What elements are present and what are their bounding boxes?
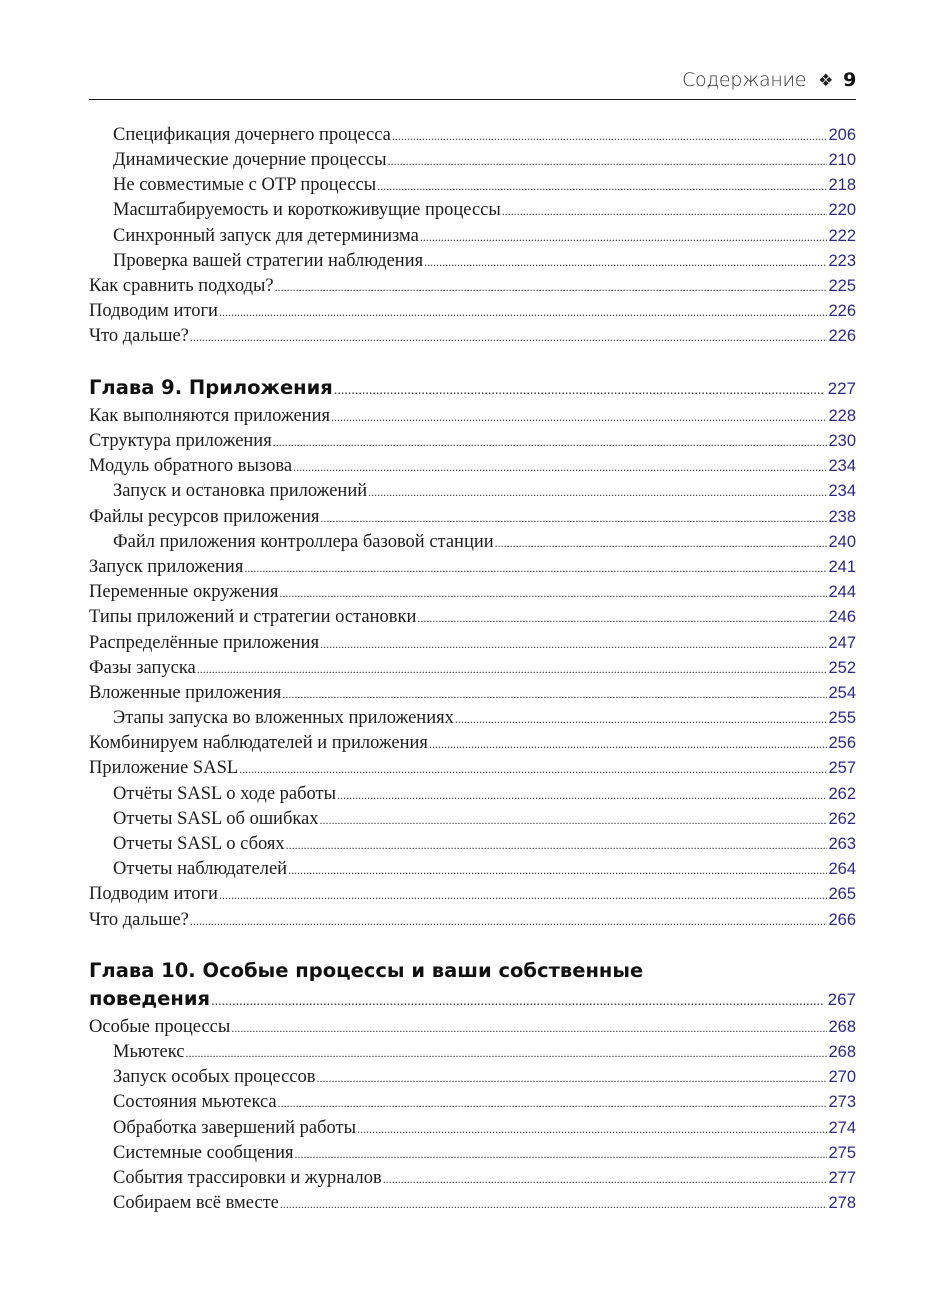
toc-entry-page: 277 (828, 1169, 856, 1187)
dot-leader (231, 1015, 827, 1041)
dot-leader (331, 404, 827, 430)
toc-entry-page: 278 (828, 1194, 856, 1212)
toc-entry[interactable] (113, 198, 856, 223)
toc-entry-page: 210 (828, 151, 856, 169)
toc-entry[interactable] (89, 505, 856, 530)
dot-leader (190, 324, 828, 350)
toc-entry-title: Запуск приложения (89, 557, 244, 577)
toc-entry-title: Отчеты наблюдателей (113, 859, 288, 879)
toc-entry[interactable] (89, 274, 856, 299)
toc-entry-title: Что дальше? (89, 326, 189, 346)
toc-entry-page: 262 (828, 810, 856, 828)
toc-entry-page: 220 (828, 201, 856, 219)
toc-entry[interactable] (89, 454, 856, 479)
toc-entry-page: 222 (828, 227, 856, 245)
running-head-text (682, 69, 856, 91)
toc-entry-title: Комбинируем наблюдателей и приложения (89, 733, 428, 753)
toc-entry[interactable] (113, 1191, 856, 1216)
toc-entry-page: 255 (828, 709, 856, 727)
dot-leader (316, 1065, 827, 1091)
page-number: 9 (843, 69, 856, 91)
dot-leader (424, 249, 827, 275)
toc-entry-page: 274 (828, 1119, 856, 1137)
toc-entry-title: Системные сообщения (113, 1143, 294, 1163)
toc-entry-title: Отчёты SASL о ходе работы (113, 784, 337, 804)
toc-entry[interactable] (113, 123, 856, 148)
toc-entry[interactable] (113, 1065, 856, 1090)
toc-entry[interactable] (113, 782, 856, 807)
toc-entry-title: Собираем всё вместе (113, 1193, 279, 1213)
toc-entry-title: Вложенные приложения (89, 683, 282, 703)
toc-entry-page: 273 (828, 1093, 856, 1111)
toc-entry-page: 270 (828, 1068, 856, 1086)
toc-entry-title: Запуск и остановка приложений (113, 481, 368, 501)
toc-entry-title: Проверка вашей стратегии наблюдения (113, 251, 424, 271)
dot-leader (219, 299, 828, 325)
dot-leader (429, 731, 828, 757)
toc-entry-title: Приложение SASL (89, 758, 239, 778)
toc-entry[interactable] (89, 580, 856, 605)
toc-entry[interactable] (89, 731, 856, 756)
toc-entry-title: Динамические дочерние процессы (113, 150, 387, 170)
toc-entry[interactable] (113, 479, 856, 504)
dot-leader (502, 198, 828, 224)
dot-leader (279, 580, 827, 606)
dot-leader (219, 882, 828, 908)
toc-entry-page: 268 (828, 1043, 856, 1061)
toc-entry-page: 218 (828, 176, 856, 194)
toc-entry[interactable] (113, 173, 856, 198)
toc-entry-page: 223 (828, 252, 856, 270)
toc-entry-title: Не совместимые с OTP процессы (113, 175, 377, 195)
toc-entry-page: 225 (828, 277, 856, 295)
dot-leader (417, 605, 827, 631)
dot-leader (275, 274, 828, 300)
toc-entry[interactable] (113, 1116, 856, 1141)
toc-entry-page: 206 (828, 126, 856, 144)
toc-entry-title: Фазы запуска (89, 658, 196, 678)
chapter-9-heading[interactable] (89, 374, 856, 405)
toc-entry-page: 263 (828, 835, 856, 853)
toc-entry[interactable] (113, 224, 856, 249)
toc-entry-title: Спецификация дочернего процесса (113, 125, 391, 145)
dot-leader (337, 782, 827, 808)
ornament-icon: ❖ (818, 71, 834, 91)
dot-leader (320, 505, 827, 531)
dot-leader (368, 479, 827, 505)
dot-leader (278, 1090, 828, 1116)
toc-entry-title: Файл приложения контроллера базовой станции (113, 532, 494, 552)
dot-leader (211, 985, 824, 1016)
toc-entry[interactable] (113, 1141, 856, 1166)
toc-entry-title: Запуск особых процессов (113, 1067, 316, 1087)
dot-leader (388, 148, 828, 174)
toc-entry-title: Отчеты SASL о сбоях (113, 834, 285, 854)
toc-entry[interactable] (89, 555, 856, 580)
toc-entry-page: 234 (828, 457, 856, 475)
dot-leader (295, 1141, 828, 1167)
dot-leader (320, 807, 828, 833)
section-title: Содержание (682, 69, 807, 91)
toc-entry[interactable] (113, 1040, 856, 1065)
toc-entry-title: Как выполняются приложения (89, 406, 330, 426)
toc-entry-title: Синхронный запуск для детерминизма (113, 226, 419, 246)
toc-entry-page: 264 (828, 860, 856, 878)
toc-entry[interactable] (113, 857, 856, 882)
toc-entry-title: Состояния мьютекса (113, 1092, 277, 1112)
toc-entry-page: 234 (828, 482, 856, 500)
chapter-title: Глава 9. Приложения (89, 376, 333, 399)
dot-leader (357, 1116, 827, 1142)
toc-entry-page: 244 (828, 583, 856, 601)
toc-entry[interactable] (89, 656, 856, 681)
toc-entry[interactable] (89, 605, 856, 630)
dot-leader (239, 756, 827, 782)
dot-leader (293, 454, 827, 480)
toc-entry-title: Масштабируемость и короткоживущие процессы (113, 200, 501, 220)
toc-entry-page: 230 (828, 432, 856, 450)
toc-entry[interactable] (89, 404, 856, 429)
dot-leader (320, 631, 827, 657)
dot-leader (455, 706, 828, 732)
toc-entry-page: 257 (828, 759, 856, 777)
toc-entry-page: 240 (828, 533, 856, 551)
dot-leader (286, 832, 828, 858)
toc-entry[interactable] (89, 324, 856, 349)
dot-leader (197, 656, 828, 682)
toc-entry-page: 265 (828, 885, 856, 903)
toc-entry-title: Подводим итоги (89, 301, 218, 321)
toc-entry-page: 228 (828, 407, 856, 425)
dot-leader (186, 1040, 828, 1066)
toc-entry-page: 252 (828, 659, 856, 677)
toc-entry-title: Этапы запуска во вложенных приложениях (113, 708, 454, 728)
toc-entry-title: Переменные окружения (89, 582, 279, 602)
toc-entry-page: 238 (828, 508, 856, 526)
toc-entry[interactable] (89, 631, 856, 656)
toc-entry-title: Что дальше? (89, 910, 189, 930)
chapter-10-heading[interactable] (89, 985, 856, 1016)
dot-leader (420, 224, 828, 250)
toc-entry[interactable] (113, 832, 856, 857)
toc-entry[interactable] (89, 882, 856, 907)
toc-entry[interactable] (113, 249, 856, 274)
dot-leader (377, 173, 827, 199)
toc-entry[interactable] (113, 706, 856, 731)
toc-entry-title: Отчеты SASL об ошибках (113, 809, 319, 829)
toc-entry-title: Как сравнить подходы? (89, 276, 274, 296)
toc-entry-title: Особые процессы (89, 1017, 231, 1037)
dot-leader (282, 681, 827, 707)
chapter-title: поведения (89, 987, 211, 1010)
toc-entry-page: 247 (828, 634, 856, 652)
toc-entry[interactable] (89, 756, 856, 781)
toc-entry-title: Мьютекс (113, 1042, 185, 1062)
toc-entry-page: 226 (828, 327, 856, 345)
dot-leader (383, 1166, 828, 1192)
dot-leader (190, 908, 828, 934)
toc-entry-page: 268 (828, 1018, 856, 1036)
toc-entry-title: Распределённые приложения (89, 633, 320, 653)
toc-entry[interactable] (113, 530, 856, 555)
toc-entry-title: События трассировки и журналов (113, 1168, 382, 1188)
toc-entry-title: Файлы ресурсов приложения (89, 507, 320, 527)
dot-leader (273, 429, 828, 455)
toc-entry-title: Структура приложения (89, 431, 272, 451)
toc-entry-title: Типы приложений и стратегии остановки (89, 607, 417, 627)
dot-leader (334, 374, 824, 405)
toc-entry[interactable] (89, 681, 856, 706)
toc-entry-page: 266 (828, 911, 856, 929)
chapter-page: 267 (827, 990, 856, 1009)
toc-entry[interactable] (113, 148, 856, 173)
dot-leader (288, 857, 827, 883)
toc-entry[interactable] (89, 299, 856, 324)
toc-entry-title: Модуль обратного вызова (89, 456, 293, 476)
toc-entry-page: 262 (828, 785, 856, 803)
toc-entry[interactable] (89, 429, 856, 454)
toc-entry[interactable] (89, 1015, 856, 1040)
toc-entry[interactable] (113, 807, 856, 832)
toc-entry-page: 275 (828, 1144, 856, 1162)
toc-entry-page: 246 (828, 608, 856, 626)
running-header (89, 66, 856, 100)
dot-leader (280, 1191, 828, 1217)
toc-entry-page: 226 (828, 302, 856, 320)
toc-entry-title: Обработка завершений работы (113, 1118, 357, 1138)
toc-entry[interactable] (113, 1166, 856, 1191)
chapter-10-heading-line1[interactable]: Глава 10. Особые процессы и ваши собственные (89, 959, 644, 982)
dot-leader (495, 530, 828, 556)
dot-leader (392, 123, 828, 149)
toc-entry-page: 241 (828, 558, 856, 576)
toc-entry-page: 254 (828, 684, 856, 702)
chapter-page: 227 (827, 379, 856, 398)
toc-entry[interactable] (113, 1090, 856, 1115)
toc-entry[interactable] (89, 908, 856, 933)
toc-entry-page: 256 (828, 734, 856, 752)
toc-entry-title: Подводим итоги (89, 884, 218, 904)
dot-leader (244, 555, 827, 581)
